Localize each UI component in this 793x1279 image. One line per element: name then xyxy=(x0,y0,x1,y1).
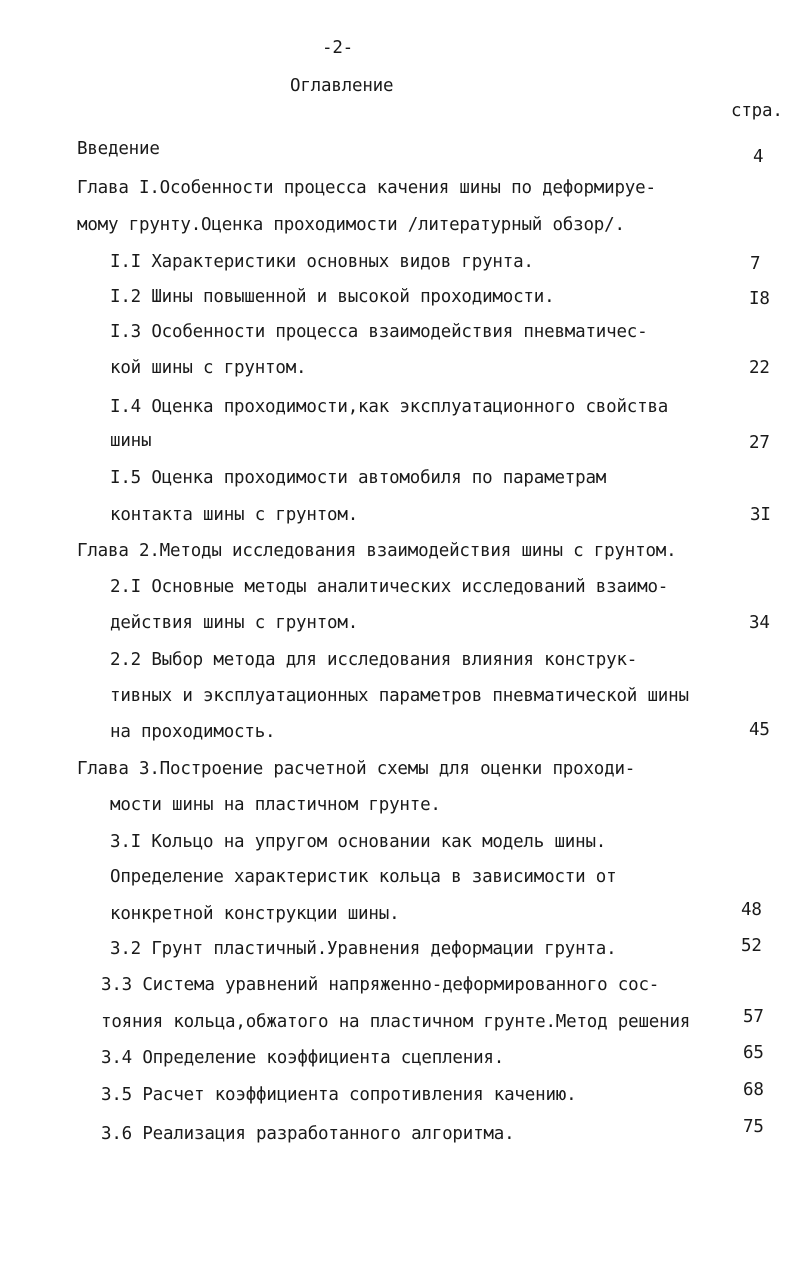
toc-entry-2-2-cont1: тивных и эксплуатационных параметров пневматической шины xyxy=(110,686,689,706)
toc-entry-1-2: I.2 Шины повышенной и высокой проходимости. xyxy=(110,287,555,307)
toc-entry-intro: Введение xyxy=(77,139,160,159)
toc-page-3-6: 75 xyxy=(743,1117,764,1137)
chapter-1-heading: Глава I.Особенности процесса качения шины по деформируе- xyxy=(77,178,656,198)
toc-page-intro: 4 xyxy=(753,147,764,167)
toc-entry-1-4: I.4 Оценка проходимости,как эксплуатационного свойства xyxy=(110,397,669,417)
toc-entry-3-3: 3.3 Система уравнений напряженно-деформированного сос- xyxy=(101,975,660,995)
toc-entry-3-5: 3.5 Расчет коэффициента сопротивления качению. xyxy=(101,1085,577,1105)
toc-page-3-1: 48 xyxy=(741,900,762,920)
toc-entry-2-1: 2.I Основные методы аналитических исследований взаимо- xyxy=(110,577,669,597)
toc-page-2-2: 45 xyxy=(749,720,770,740)
chapter-3-heading: Глава 3.Построение расчетной схемы для оценки проходи- xyxy=(77,759,636,779)
toc-page-1-2: I8 xyxy=(749,289,770,309)
page-column-label: стра. xyxy=(731,101,783,121)
toc-page-1-5: 3I xyxy=(750,505,771,525)
toc-entry-3-4: 3.4 Определение коэффициента сцепления. xyxy=(101,1048,505,1068)
toc-page-1-4: 27 xyxy=(749,433,770,453)
toc-entry-3-1: 3.I Кольцо на упругом основании как модель шины. xyxy=(110,832,607,852)
toc-entry-3-6: 3.6 Реализация разработанного алгоритма. xyxy=(101,1124,515,1144)
toc-entry-3-2: 3.2 Грунт пластичный.Уравнения деформации грунта. xyxy=(110,939,617,959)
toc-entry-1-1: I.I Характеристики основных видов грунта. xyxy=(110,252,534,272)
toc-entry-2-2-cont2: на проходимость. xyxy=(110,722,276,742)
chapter-2-heading: Глава 2.Методы исследования взаимодействия шины с грунтом. xyxy=(77,541,677,561)
toc-entry-3-1-cont2: конкретной конструкции шины. xyxy=(110,904,400,924)
chapter-3-heading-cont: мости шины на пластичном грунте. xyxy=(110,795,441,815)
toc-page-3-2: 52 xyxy=(741,936,762,956)
toc-entry-1-3: I.3 Особенности процесса взаимодействия пневматичес- xyxy=(110,322,648,342)
page-number: -2- xyxy=(322,38,354,58)
toc-page-1-3: 22 xyxy=(749,358,770,378)
toc-entry-3-3-cont: тояния кольца,обжатого на пластичном грунте.Метод решения xyxy=(101,1012,691,1032)
toc-page-2-1: 34 xyxy=(749,613,770,633)
toc-page-1-1: 7 xyxy=(750,254,761,274)
toc-entry-1-4-cont: шины xyxy=(110,431,152,451)
toc-entry-1-5: I.5 Оценка проходимости автомобиля по параметрам xyxy=(110,468,607,488)
toc-entry-2-2: 2.2 Выбор метода для исследования влияния конструк- xyxy=(110,650,638,670)
toc-entry-1-5-cont: контакта шины с грунтом. xyxy=(110,505,359,525)
toc-title: Оглавление xyxy=(290,76,394,96)
toc-entry-1-3-cont: кой шины с грунтом. xyxy=(110,358,307,378)
toc-page-3-3: 57 xyxy=(743,1007,764,1027)
chapter-1-heading-cont: мому грунту.Оценка проходимости /литературный обзор/. xyxy=(77,215,625,235)
toc-entry-3-1-cont1: Определение характеристик кольца в зависимости от xyxy=(110,867,617,887)
toc-entry-2-1-cont: действия шины с грунтом. xyxy=(110,613,359,633)
toc-page-3-4: 65 xyxy=(743,1043,764,1063)
toc-page-3-5: 68 xyxy=(743,1080,764,1100)
